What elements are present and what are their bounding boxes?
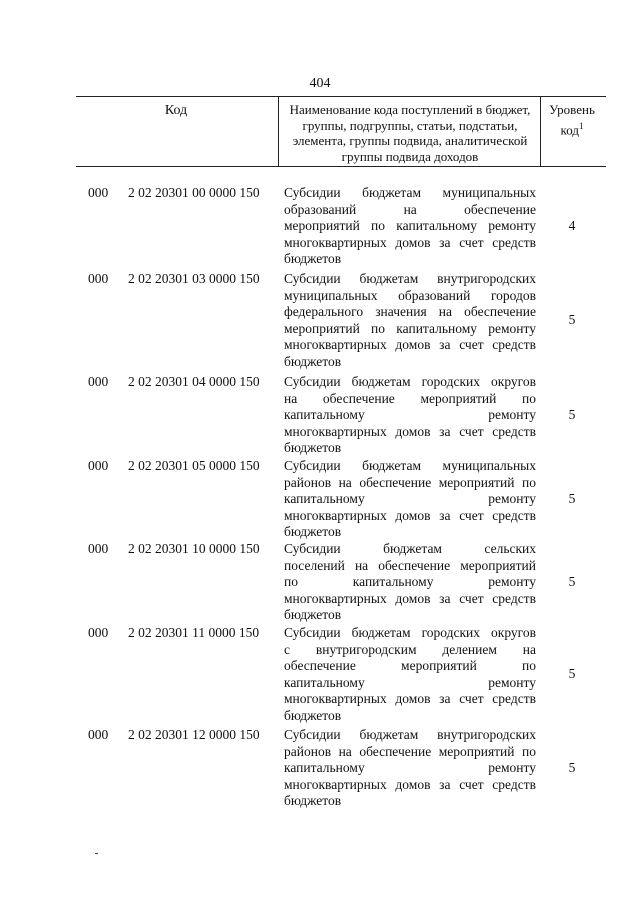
row-name-line: Субсидии бюджетам сельских	[284, 541, 536, 556]
row-name-line: муниципальных образований городов	[284, 287, 536, 303]
row-name-line: капитальному ремонту	[284, 491, 536, 507]
row-name-line: бюджетов	[284, 524, 342, 540]
row-name-line: районов на обеспечение мероприятий по	[284, 743, 536, 759]
scan-mark	[95, 853, 98, 854]
row-name	[284, 727, 536, 810]
row-name-line: федерального значения на обеспечение	[284, 304, 536, 320]
row-level: 5	[568, 665, 576, 681]
row-name-line: районов на обеспечение мероприятий по	[284, 474, 536, 490]
row-level: 5	[568, 311, 576, 327]
row-name-line: с внутригородским делением на	[284, 641, 536, 657]
row-name-line: многоквартирных домов за счет средств	[284, 234, 536, 250]
row-budget-code: 2 02 20301 04 0000 150	[128, 374, 260, 389]
row-name-line: образований на обеспечение	[284, 201, 536, 217]
row-name-line: бюджетов	[284, 793, 342, 809]
row-name-line: Субсидии бюджетам муниципальных	[284, 185, 536, 200]
row-admin-code: 000	[88, 541, 109, 556]
row-admin-code: 000	[88, 458, 109, 473]
row-name-line: многоквартирных домов за счет средств	[284, 691, 536, 707]
row-name-line: многоквартирных домов за счет средств	[284, 776, 536, 792]
row-budget-code: 2 02 20301 03 0000 150	[128, 271, 260, 286]
header-name: Наименование кода поступлений в бюджет, группы, подгруппы, статьи, подстатьи, элемента, группы подвида, аналитической группы подвида доходов	[289, 102, 531, 164]
row-name-line: многоквартирных домов за счет средств	[284, 507, 536, 523]
row-level: 5	[568, 759, 576, 775]
row-name-line: обеспечение мероприятий по	[284, 658, 536, 674]
row-name-line: капитальному ремонту	[284, 674, 536, 690]
row-admin-code: 000	[88, 185, 109, 200]
row-admin-code: 000	[88, 727, 109, 742]
row-name-line: Субсидии бюджетам городских округов	[284, 374, 536, 389]
row-budget-code: 2 02 20301 05 0000 150	[128, 458, 260, 473]
row-admin-code: 000	[88, 625, 109, 640]
page-number: 404	[309, 76, 331, 91]
row-name	[284, 271, 536, 371]
row-admin-code: 000	[88, 271, 109, 286]
table-header	[76, 96, 606, 167]
row-name-line: Субсидии бюджетам внутригородских	[284, 271, 536, 286]
row-name-line: капитальному ремонту	[284, 760, 536, 776]
row-level: 5	[568, 490, 576, 506]
row-name-line: бюджетов	[284, 251, 342, 267]
row-name	[284, 625, 536, 725]
row-name-line: по капитальному ремонту	[284, 574, 536, 590]
row-level: 5	[568, 573, 576, 589]
row-name-line: Субсидии бюджетам городских округов	[284, 625, 536, 640]
row-name-line: на обеспечение мероприятий по	[284, 390, 536, 406]
row-admin-code: 000	[88, 374, 109, 389]
row-name-line: мероприятий по капитальному ремонту	[284, 320, 536, 336]
header-level-label: Уровень код	[549, 102, 595, 138]
row-name	[284, 374, 536, 457]
footnote-mark: 1	[578, 121, 584, 131]
row-name-line: Субсидии бюджетам внутригородских	[284, 727, 536, 742]
row-name	[284, 541, 536, 624]
header-level	[538, 102, 606, 138]
row-name-line: мероприятий по капитальному ремонту	[284, 218, 536, 234]
row-budget-code: 2 02 20301 12 0000 150	[128, 727, 260, 742]
row-name	[284, 458, 536, 541]
row-name	[284, 185, 536, 268]
row-name-line: бюджетов	[284, 707, 342, 723]
row-name-line: многоквартирных домов за счет средств	[284, 337, 536, 353]
row-name-line: бюджетов	[284, 353, 342, 369]
row-budget-code: 2 02 20301 10 0000 150	[128, 541, 260, 556]
row-level: 5	[568, 406, 576, 422]
row-name-line: многоквартирных домов за счет средств	[284, 590, 536, 606]
row-name-line: бюджетов	[284, 607, 342, 623]
row-name-line: многоквартирных домов за счет средств	[284, 423, 536, 439]
header-code: Код	[164, 103, 188, 118]
row-name-line: бюджетов	[284, 440, 342, 456]
row-level: 4	[568, 217, 576, 233]
row-name-line: Субсидии бюджетам муниципальных	[284, 458, 536, 473]
row-budget-code: 2 02 20301 11 0000 150	[128, 625, 260, 640]
row-budget-code: 2 02 20301 00 0000 150	[128, 185, 260, 200]
row-name-line: капитальному ремонту	[284, 407, 536, 423]
row-name-line: поселений на обеспечение мероприятий	[284, 557, 536, 573]
